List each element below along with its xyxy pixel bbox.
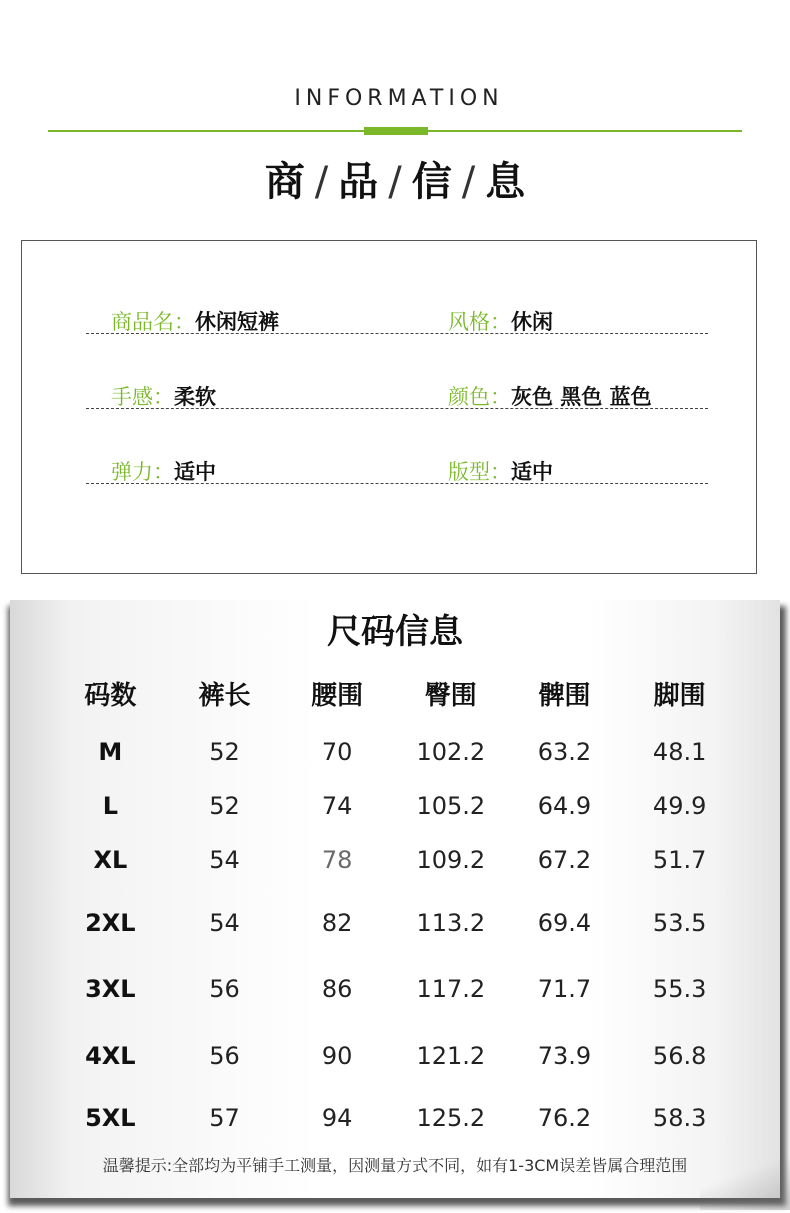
- table-cell: 57: [209, 1104, 240, 1132]
- info-item-color: [448, 385, 652, 409]
- table-cell: 125.2: [416, 1104, 486, 1132]
- table-cell: 48.1: [652, 737, 707, 766]
- info-value: 休闲短裤: [195, 310, 279, 334]
- table-row: [52, 889, 738, 956]
- size-table: [52, 664, 738, 1146]
- info-value: 适中: [174, 460, 216, 484]
- table-cell: 109.2: [416, 846, 486, 874]
- table-cell: 105.2: [416, 792, 486, 820]
- info-key: 弹力：: [111, 460, 174, 484]
- header-title-separator: /: [388, 159, 402, 205]
- header-title-char: 信: [411, 159, 452, 205]
- size-cell: XL: [93, 846, 128, 874]
- table-row: [52, 781, 738, 831]
- table-cell: 76.2: [537, 1104, 592, 1132]
- size-cell: 3XL: [85, 975, 136, 1003]
- size-chart-title: 尺码信息: [327, 612, 463, 652]
- table-cell: 54: [209, 908, 240, 937]
- table-cell: 69.4: [537, 908, 592, 937]
- table-cell: 86: [321, 975, 353, 1003]
- table-cell: 82: [321, 908, 353, 937]
- table-cell: 64.9: [537, 792, 592, 820]
- table-cell: 113.2: [416, 908, 486, 937]
- info-value: 灰色 黑色 蓝色: [511, 385, 652, 409]
- size-cell: L: [102, 792, 118, 820]
- info-item-feel: [111, 385, 216, 409]
- info-key: 手感：: [111, 385, 174, 409]
- header-title-separator: /: [314, 159, 329, 205]
- table-cell: 73.9: [537, 1042, 592, 1070]
- table-cell: 117.2: [416, 975, 486, 1003]
- measurement-note: 温馨提示:全部均为平铺手工测量，因测量方式不同，如有1-3CM误差皆属合理范围: [102, 1156, 688, 1175]
- size-cell: 2XL: [85, 908, 136, 937]
- header-title-char: 品: [338, 159, 379, 205]
- info-key: 版型：: [448, 460, 511, 484]
- table-cell: 56.8: [652, 1042, 707, 1070]
- info-key: 风格：: [448, 310, 511, 334]
- size-table-header: [52, 664, 738, 722]
- column-header: 腰围: [311, 680, 364, 711]
- table-cell: 56: [209, 1042, 240, 1070]
- info-value: 柔软: [174, 385, 216, 409]
- table-row: [52, 1022, 738, 1090]
- info-item-elasticity: [111, 460, 216, 484]
- table-row: [52, 956, 738, 1022]
- info-row: [86, 408, 708, 484]
- table-cell: 63.2: [537, 737, 592, 766]
- table-cell: 51.7: [652, 846, 707, 874]
- size-cell: 4XL: [85, 1042, 136, 1070]
- column-header: 脚围: [653, 680, 706, 711]
- table-cell: 74: [321, 792, 353, 820]
- table-cell: 58.3: [652, 1104, 707, 1132]
- info-value: 休闲: [511, 310, 553, 334]
- info-row: [86, 333, 708, 409]
- table-cell: 52: [209, 737, 240, 766]
- table-cell: 71.7: [537, 975, 592, 1003]
- info-key: 商品名：: [111, 310, 195, 334]
- info-key: 颜色：: [448, 385, 511, 409]
- info-row: [86, 258, 708, 334]
- size-cell: M: [98, 737, 123, 766]
- column-header: 裤长: [198, 680, 251, 711]
- header-title-en: INFORMATION: [294, 86, 504, 111]
- info-value: 适中: [511, 460, 553, 484]
- column-header: 臀围: [424, 680, 477, 711]
- table-row: [52, 722, 738, 781]
- table-cell: 94: [321, 1104, 353, 1132]
- header-title-char: 商: [264, 159, 305, 205]
- table-cell: 49.9: [652, 792, 707, 820]
- product-info-box: [21, 240, 757, 574]
- table-cell: 52: [209, 792, 240, 820]
- header-title-separator: /: [461, 159, 476, 205]
- table-cell: 67.2: [537, 846, 592, 874]
- table-cell: 55.3: [652, 975, 707, 1003]
- header-title-cn: [0, 150, 790, 207]
- table-cell: 70: [321, 737, 353, 766]
- table-cell: 90: [321, 1042, 353, 1070]
- column-header: 码数: [84, 680, 137, 711]
- info-item-style: [448, 310, 553, 334]
- table-cell: 121.2: [416, 1042, 486, 1070]
- table-row: [52, 1090, 738, 1146]
- size-cell: 5XL: [85, 1104, 136, 1132]
- table-row: [52, 831, 738, 889]
- table-cell: 102.2: [416, 737, 486, 766]
- header-divider-accent: [364, 127, 428, 135]
- header-title-char: 息: [485, 159, 526, 205]
- table-cell: 54: [209, 846, 240, 874]
- table-cell: 53.5: [652, 908, 707, 937]
- info-item-fit: [448, 460, 553, 484]
- table-cell: 56: [209, 975, 240, 1003]
- info-item-name: [111, 310, 279, 334]
- table-cell: 78: [321, 846, 353, 874]
- column-header: 髀围: [538, 680, 591, 711]
